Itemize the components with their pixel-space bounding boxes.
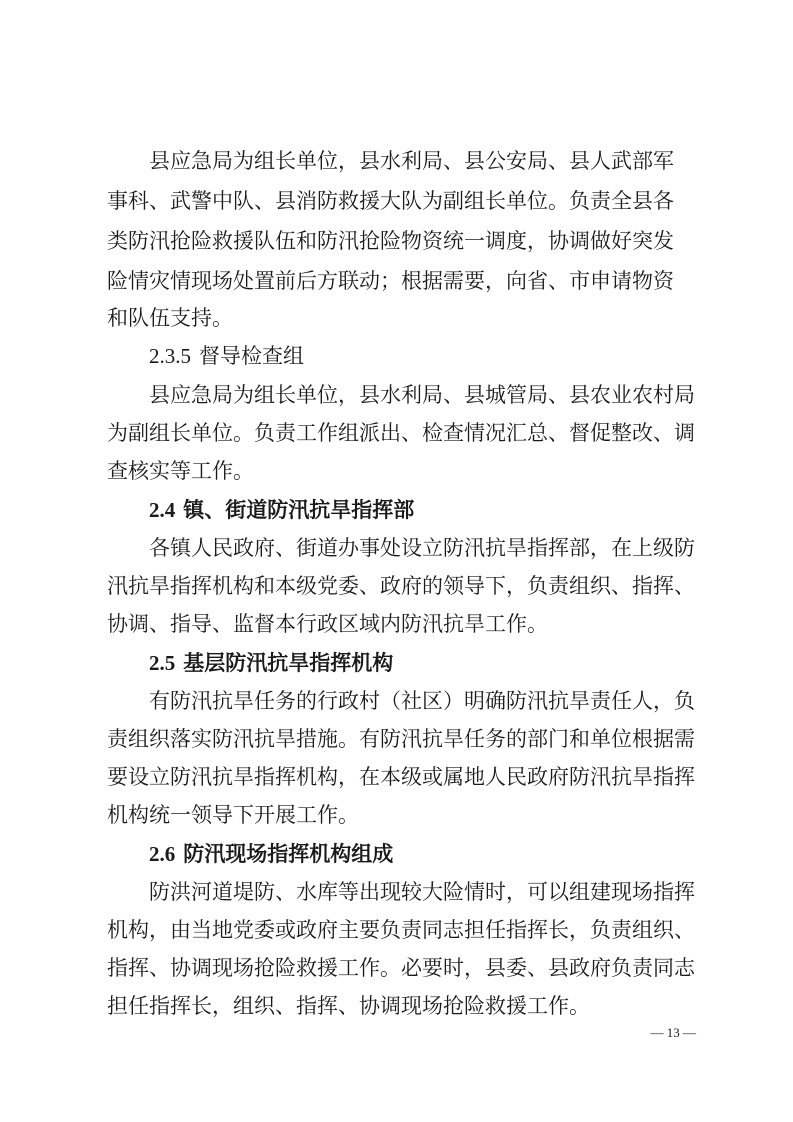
paragraph-line: 有防汛抗旱任务的行政村（社区）明确防汛抗旱责任人，负: [149, 689, 695, 713]
section-title: 基层防汛抗旱指挥机构: [183, 650, 394, 675]
section-title: 督导检查组: [199, 344, 304, 368]
paragraph-line: 为副组长单位。负责工作组派出、检查情况汇总、督促整改、调: [107, 421, 695, 445]
paragraph-line: 指挥、协调现场抢险救援工作。必要时，县委、县政府负责同志: [107, 956, 695, 980]
section-heading-2-5: [149, 646, 697, 680]
paragraph-line: 机构，由当地党委或政府主要负责同志担任指挥长，负责组织、: [107, 918, 695, 942]
paragraph-line: 机构统一领导下开展工作。: [107, 803, 359, 827]
paragraph-line: 防洪河道堤防、水库等出现较大险情时，可以组建现场指挥: [149, 880, 695, 904]
paragraph-line: 县应急局为组长单位，县水利局、县公安局、县人武部军: [149, 149, 674, 173]
paragraph-line: 责组织落实防汛抗旱措施。有防汛抗旱任务的部门和单位根据需: [107, 727, 695, 751]
paragraph-line: 汛抗旱指挥机构和本级党委、政府的领导下，负责组织、指挥、: [107, 574, 695, 598]
section-number: 2.4: [149, 498, 176, 522]
paragraph-line: 查核实等工作。: [107, 459, 254, 483]
paragraph-line: 类防汛抢险救援队伍和防汛抢险物资统一调度，协调做好突发: [107, 229, 674, 253]
section-number: 2.3.5: [149, 344, 191, 368]
paragraph-line: 协调、指导、监督本行政区域内防汛抗旱工作。: [107, 612, 548, 636]
section-heading-2-3-5: [149, 339, 697, 373]
section-heading-2-4: [149, 493, 697, 527]
paragraph-line: 各镇人民政府、街道办事处设立防汛抗旱指挥部，在上级防: [149, 536, 695, 560]
paragraph-line: 事科、武警中队、县消防救援大队为副组长单位。负责全县各: [107, 189, 674, 213]
section-heading-2-6: [149, 837, 697, 871]
paragraph-line: 县应急局为组长单位，县水利局、县城管局、县农业农村局: [149, 383, 695, 407]
section-number: 2.5: [149, 651, 176, 675]
section-title: 防汛现场指挥机构组成: [183, 841, 394, 866]
page-number: — 13 —: [650, 1025, 696, 1040]
section-number: 2.6: [149, 842, 176, 866]
section-title: 镇、街道防汛抗旱指挥部: [183, 497, 415, 522]
paragraph-line: 要设立防汛抗旱指挥机构，在本级或属地人民政府防汛抗旱指挥: [107, 765, 695, 789]
paragraph-line: 险情灾情现场处置前后方联动；根据需要，向省、市申请物资: [107, 269, 674, 293]
paragraph-line: 和队伍支持。: [107, 306, 233, 330]
paragraph-line: 担任指挥长，组织、指挥、协调现场抢险救援工作。: [107, 994, 590, 1018]
